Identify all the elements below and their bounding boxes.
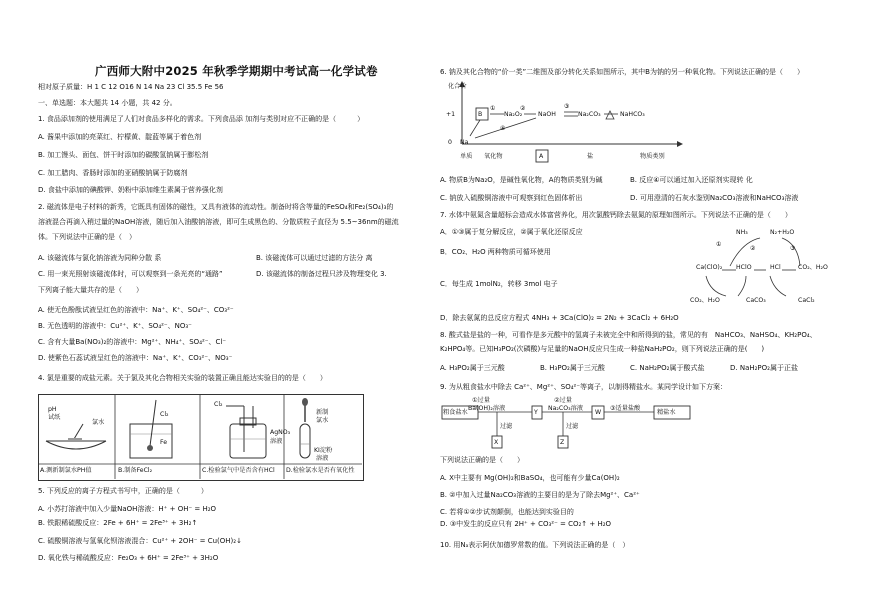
q9-option-b: B. ②中加入过量Na₂CO₃溶液的主要目的是为了除去Mg²⁺、Ca²⁺: [440, 491, 640, 499]
q7-fig-hclo: HClO: [736, 264, 752, 271]
q4-fig-a-ph: pH: [48, 406, 57, 413]
q9-option-a: A. X中主要有 Mg(OH)₂和BaSO₄，也可能有少量Ca(OH)₂: [440, 474, 620, 482]
q9-flow-na2co3: Na₂CO₃溶液: [548, 405, 583, 412]
q5-option-d: D. 氧化铁与稀硫酸反应：Fe₂O₃ + 6H⁺ = 2Fe³⁺ + 3H₂O: [38, 554, 219, 562]
q4-fig-a-paper: 试纸: [48, 414, 61, 421]
q5-option-b: B. 铁跟稀硫酸反应：2Fe + 6H⁺ = 2Fe³⁺ + 3H₂↑: [38, 519, 198, 527]
q1-option-b: B. 加工馒头、面包、饼干时添加的碳酸氢钠属于膨松剂: [38, 151, 209, 159]
q8-option-c: C. NaH₂PO₂属于酸式盐: [630, 364, 705, 372]
svg-text:③: ③: [564, 103, 570, 110]
q6-stem: 6. 钠及其化合物的“价一类”二维图及部分转化关系如图所示，其中B为钠的另一种氧化物。下列说法正确的是（ ）: [440, 68, 804, 76]
q2-stem-line2: 溶液混合再滴入稍过量的NaOH溶液，随后加入油酸钠溶液，即可生成黑色的、分散质粒子直径为 5.5~36nm的磁流: [38, 218, 399, 226]
section-heading: 一、单选题：本大题共 14 小题，共 42 分。: [38, 99, 177, 107]
q7-fig-caco3: CaCO₃: [746, 297, 766, 304]
q4-option-d: D.检验氯水是否有氧化性: [286, 467, 355, 474]
q6-label-na2o2: Na₂O₂: [504, 111, 523, 118]
q3-option-a: A. 使无色酚酞试液呈红色的溶液中：Na⁺、K⁺、SO₄²⁻、CO₃²⁻: [38, 306, 234, 314]
q9-flow-y: Y: [534, 409, 538, 416]
q9-flow-step3: ③适量盐酸: [610, 405, 641, 412]
q4-fig-c-agno3: AgNO₃: [270, 429, 291, 436]
q6-label-b: B: [478, 111, 483, 118]
q9-stem: 9. 为从粗食盐水中除去 Ca²⁺、Mg²⁺、SO₄²⁻等离子，以制得精盐水。某同学设计如下方案：: [440, 383, 728, 391]
q7-fig-cacl2: CaCl₂: [798, 297, 815, 304]
q9-flow-w: W: [595, 409, 602, 416]
q7-option-a: A．①③属于复分解反应，②属于氧化还原反应: [440, 228, 583, 236]
q6-label-na2co3: Na₂CO₃: [578, 111, 601, 118]
q5-option-c: C. 硫酸铜溶液与氢氧化钡溶液混合：Cu²⁺ + 2OH⁻ = Cu(OH)₂↓: [38, 537, 242, 545]
q4-option-a: A.测新制氯水PH值: [40, 467, 92, 474]
q4-option-c: C.检验氯气中是否含有HCl: [202, 467, 275, 474]
q2-option-b: B. 该磁流体可以通过过滤的方法分 离: [256, 254, 373, 262]
q5-stem: 5. 下列反应的离子方程式书写中，正确的是（ ）: [38, 487, 208, 495]
q6-label-nahco3: NaHCO₃: [620, 111, 645, 118]
q7-option-d: D．除去氨氮的总反应方程式 4NH₃ + 3Ca(ClO)₂ = 2N₂ + 3CaCl₂ + 6H₂O: [440, 314, 679, 322]
q8-option-b: B. H₃PO₂属于三元酸: [540, 364, 605, 372]
q1-option-a: A. 酱果中添加的亮菜红、柠檬黄、靛蓝等属于着色剂: [38, 133, 202, 141]
q6-y-zero: 0: [448, 139, 452, 146]
q7-fig-n2-h2o: N₂+H₂O: [770, 229, 795, 236]
q6-axis-valence: 化合价: [448, 83, 467, 90]
q9-flow-filter2: 过滤: [566, 423, 579, 430]
q7-fig-nh3: NH₃: [736, 229, 748, 236]
q6-option-c: C. 钠放入硫酸铜溶液中可观察到红色固体析出: [440, 194, 583, 202]
q6-label-na: Na: [460, 139, 469, 146]
q2-option-a: A. 该磁流体与氯化钠溶液为同种分散 系: [38, 254, 162, 262]
q10-stem: 10. 用Nₐ表示阿伏加德罗常数的值。下列说法正确的是（ ）: [440, 541, 630, 549]
q1-option-d: D. 食盐中添加的碘酸钾、奶粉中添加维生素属于营养强化剂: [38, 186, 223, 194]
q7-fig-caclo2: Ca(ClO)₂: [696, 264, 723, 271]
svg-text:③: ③: [790, 245, 796, 252]
q3-option-c: C. 含有大量Ba(NO₃)₂的溶液中：Mg²⁺、NH₄⁺、SO₄²⁻、Cl⁻: [38, 338, 227, 346]
q4-fig-c-cl2: Cl₂: [214, 401, 223, 408]
q3-stem: 下列离子能大量共存的是（ ）: [38, 286, 143, 294]
q9-flow-pure-brine: 精盐水: [657, 409, 676, 416]
q7-option-b: B．CO₂、H₂O 两种物质可循环使用: [440, 248, 551, 256]
q4-fig-d-solution: 溶液: [316, 455, 329, 462]
q9-flow-crude-brine: 粗食盐水: [443, 409, 468, 416]
q4-fig-d-fresh: 新制: [316, 409, 329, 416]
svg-text:①: ①: [490, 105, 496, 112]
q7-fig-co2-h2o-left: CO₂、H₂O: [690, 297, 720, 304]
q2-option-c: C. 用一束光照射该磁流体时，可以观察到一条光亮的“通路”: [38, 270, 223, 278]
q4-option-b: B.制备FeCl₂: [118, 467, 153, 474]
q4-fig-b-cl2: Cl₂: [160, 411, 169, 418]
q9-option-d: D. ③中发生的反应只有 2H⁺ + CO₃²⁻ = CO₂↑ + H₂O: [440, 520, 612, 528]
atomic-masses: 相对原子质量：H 1 C 12 O16 N 14 Na 23 Cl 35.5 Fe 56: [38, 83, 224, 91]
q6-option-d: D. 可用澄清的石灰水鉴别Na₂CO₃溶液和NaHCO₃溶液: [630, 194, 799, 202]
q6-x-element: 单质: [460, 153, 473, 160]
q6-y-plus1: +1: [446, 111, 456, 118]
svg-text:②: ②: [520, 105, 526, 112]
q1-option-c: C. 加工腊肉、香肠时添加的亚硝酸钠属于防腐剂: [38, 169, 188, 177]
q4-fig-d-ki-starch: KI淀粉: [314, 447, 333, 454]
q4-fig-c-solution: 溶液: [270, 438, 283, 445]
q6-x-oxide: 氧化物: [484, 153, 503, 160]
q6-x-salt: 盐: [587, 153, 594, 160]
q2-option-d: D. 该磁流体的制备过程只涉及物理变化 3.: [256, 270, 387, 278]
q9-flow-x: X: [494, 439, 499, 446]
q2-stem-line1: 2. 磁流体是电子材料的新秀，它既具有固体的磁性，又具有液体的流动性。制备时将含等量的FeSO₄和Fe₂(SO₄)₃的: [38, 203, 394, 211]
q6-label-naoh: NaOH: [538, 111, 556, 118]
exam-title: 广西师大附中2025 年秋季学期期中考试高一化学试卷: [95, 64, 378, 78]
q5-option-a: A. 小苏打溶液中加入少量NaOH溶液：H⁺ + OH⁻ = H₂O: [38, 505, 217, 513]
q9-option-c: C. 若将①②步试剂颠倒，也能达到实验目的: [440, 508, 574, 516]
q4-stem: 4. 氯是重要的成盐元素。关于氯及其化合物相关实验的装置正确且能达实验目的的是（ ）: [38, 374, 327, 382]
q2-stem-line3: 体。下列说法中正确的是（ ）: [38, 233, 136, 241]
q7-stem: 7. 水体中氨氮含量超标会造成水体富营养化，用次氯酸钙除去氨氮的原理如图所示。下列说法不正确的是（ ）: [440, 211, 792, 219]
q6-option-a: A. 物质B为Na₂O，是碱性氧化物，A的物质类别为碱: [440, 176, 603, 184]
q3-option-b: B. 无色透明的溶液中：Cu²⁺、K⁺、SO₄²⁻、NO₃⁻: [38, 322, 192, 330]
q8-stem-line2: K₂HPO₄等。已知H₃PO₂(次磷酸)与足量的NaOH反应只生成一种盐NaH₂PO₂，则下列说法正确的是( ): [440, 345, 765, 353]
q6-x-a: A: [539, 153, 544, 160]
q4-fig-a-chlorine-water: 氯水: [92, 419, 105, 426]
q9-flow-filter1: 过滤: [500, 423, 513, 430]
svg-text:②: ②: [750, 245, 756, 252]
svg-text:④: ④: [500, 125, 506, 132]
q3-option-d: D. 使紫色石蕊试液呈红色的溶液中：Na⁺、K⁺、CO₃²⁻、NO₃⁻: [38, 354, 233, 362]
q6-option-b: B. 反应④可以通过加入还原剂实现转 化: [630, 176, 753, 184]
q7-fig-hcl: HCl: [770, 264, 781, 271]
q7-option-c: C．每生成 1molN₂，转移 3mol 电子: [440, 280, 558, 288]
q9-flow-baoh2: Ba(OH)₂溶液: [468, 405, 506, 412]
q4-fig-d-chlorine-water: 氯水: [316, 417, 329, 424]
q6-x-category: 物质类别: [640, 153, 665, 160]
q8-option-a: A. H₃PO₂属于三元酸: [440, 364, 505, 372]
q9-flow-z: Z: [560, 439, 565, 446]
q7-fig-co2-h2o-right: CO₂、H₂O: [798, 264, 828, 271]
q1-stem: 1. 食品添加剂的使用满足了人们对食品多样化的需求。下列食品添 加剂与类别对应不正确的是（ ）: [38, 115, 365, 123]
svg-text:①: ①: [716, 241, 722, 248]
q8-option-d: D. NaH₂PO₂属于正盐: [730, 364, 798, 372]
q9-flow-step1: ①过量: [472, 397, 490, 404]
q9-flow-step2: ②过量: [554, 397, 572, 404]
q8-stem-line1: 8. 酸式盐是盐的一种，可看作是多元酸中的氢离子未被完全中和所得到的盐，常见的有 NaHCO₃、NaHSO₄、KH₂PO₄、: [440, 331, 817, 339]
q4-fig-b-fe: Fe: [160, 439, 168, 446]
q9-question: 下列说法正确的是（ ）: [440, 456, 524, 464]
